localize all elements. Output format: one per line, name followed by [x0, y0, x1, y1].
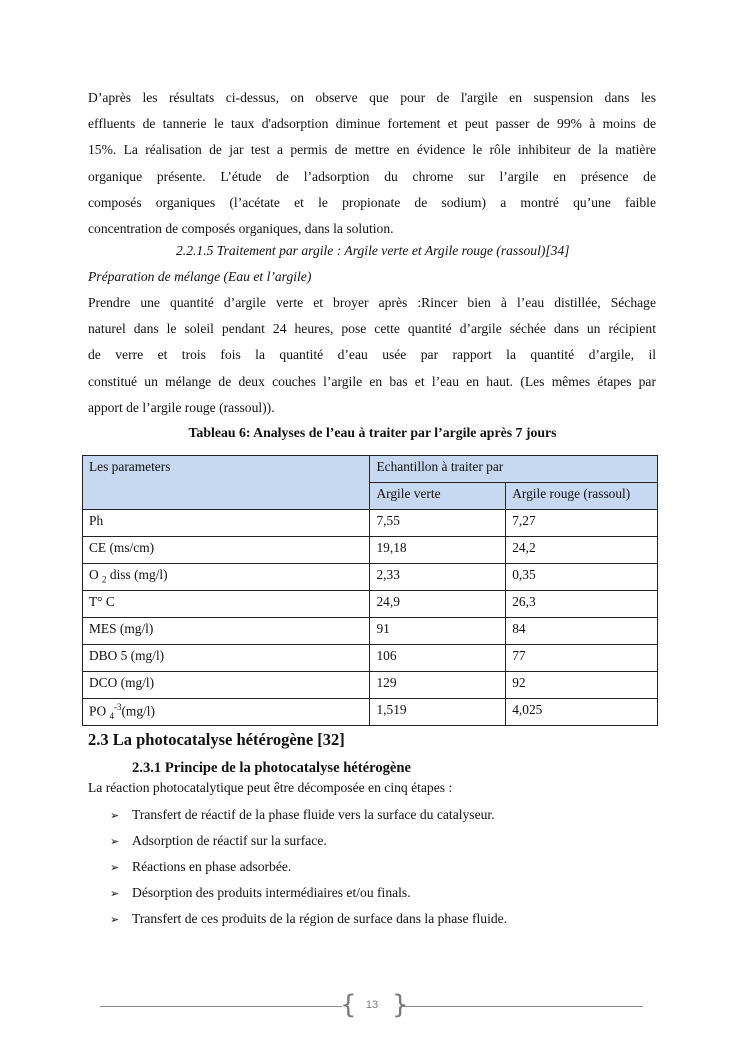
value-cell: 84: [506, 618, 658, 645]
value-cell: 7,27: [506, 510, 658, 537]
list-item: ➢ Adsorption de réactif sur la surface.: [110, 828, 507, 854]
paragraph-line: concentration de composés organiques, dans la solution.: [88, 221, 394, 237]
table-row: [83, 699, 658, 726]
list-item: ➢ Réactions en phase adsorbée.: [110, 854, 507, 880]
paragraph-line: D’après les résultats ci-dessus, on observe que pour de l'argile en suspension dans les: [88, 90, 656, 105]
sub-heading: 2.3.1 Principe de la photocatalyse hétérogène: [132, 760, 411, 776]
paragraph-line: apport de l’argile rouge (rassoul)).: [88, 399, 275, 415]
subsection-heading: 2.2.1.5 Traitement par argile : Argile verte et Argile rouge (rassoul)[34]: [176, 243, 570, 258]
value-cell: 77: [506, 645, 658, 672]
table-row: [83, 645, 658, 672]
header-sample-group: Echantillon à traiter par: [370, 456, 658, 483]
paragraph-line: Prendre une quantité d’argile verte et broyer après :Rincer bien à l’eau distillée, Séchage: [88, 295, 656, 310]
table-row: [83, 618, 658, 645]
param-cell: PO $_4^{-3}$(mg/l): [83, 699, 370, 726]
paragraph-line: organique présente. L’étude de l’adsorption du chrome sur l’argile en présence de: [88, 168, 656, 184]
table-row: [83, 537, 658, 564]
value-cell: 92: [506, 672, 658, 699]
arrow-bullet-icon: ➢: [110, 861, 120, 874]
param-cell: CE (ms/cm): [83, 537, 370, 564]
value-cell: 7,55: [370, 510, 506, 537]
value-cell: 4,025: [506, 699, 658, 726]
table-row: [83, 591, 658, 618]
section-heading: 2.3 La photocatalyse hétérogène [32]: [88, 730, 345, 749]
table-row: [83, 672, 658, 699]
value-cell: 24,9: [370, 591, 506, 618]
table-row: [83, 510, 658, 537]
list-item: ➢ Transfert de réactif de la phase fluide vers la surface du catalyseur.: [110, 802, 507, 828]
arrow-bullet-icon: ➢: [110, 887, 120, 900]
paragraph-line: composés organiques (l’acétate et le propionate de sodium) a montré qu’une faible: [88, 194, 656, 210]
param-cell: MES (mg/l): [83, 618, 370, 645]
paragraph-preparation: [88, 290, 656, 421]
param-cell: O $_2$ diss (mg/l): [83, 564, 370, 591]
footer-brace-right: }: [392, 990, 409, 1020]
value-cell: 2,33: [370, 564, 506, 591]
value-cell: 24,2: [506, 537, 658, 564]
header-argile-rouge: Argile rouge (rassoul): [506, 483, 658, 510]
intro-text: La réaction photocatalytique peut être décomposée en cinq étapes :: [88, 780, 453, 795]
arrow-bullet-icon: ➢: [110, 913, 120, 926]
paragraph-adsorption-results: [88, 85, 656, 242]
header-parameters: Les parameters: [83, 456, 370, 510]
value-cell: 19,18: [370, 537, 506, 564]
list-item: ➢ Désorption des produits intermédiaires et/ou finals.: [110, 880, 507, 906]
table-caption: Tableau 6: Analyses de l’eau à traiter par l’argile après 7 jours: [188, 425, 557, 440]
preparation-heading: Préparation de mélange (Eau et l’argile): [88, 269, 312, 284]
value-cell: 1,519: [370, 699, 506, 726]
paragraph-line: 15%. La réalisation de jar test a permis de mettre en évidence le rôle inhibiteur de la matière: [88, 142, 656, 158]
paragraph-line: effluents de tannerie le taux d'adsorption diminue fortement et peut passer de 99% à moins de: [88, 116, 656, 132]
paragraph-line: naturel dans le soleil pendant 24 heures, pose cette quantité d’argile séchée dans un récipient: [88, 321, 656, 337]
value-cell: 0,35: [506, 564, 658, 591]
list-item: ➢ Transfert de ces produits de la région de surface dans la phase fluide.: [110, 906, 507, 932]
param-cell: T° C: [83, 591, 370, 618]
footer-brace-left: {: [340, 990, 357, 1020]
value-cell: 26,3: [506, 591, 658, 618]
page-number: 13: [365, 999, 379, 1011]
param-cell: DCO (mg/l): [83, 672, 370, 699]
steps-list: [110, 802, 507, 932]
arrow-bullet-icon: ➢: [110, 835, 120, 848]
paragraph-line: de verre et trois fois la quantité d’eau usée par rapport la quantité d’argile, il: [88, 347, 656, 363]
param-cell: Ph: [83, 510, 370, 537]
value-cell: 129: [370, 672, 506, 699]
table-row: [83, 564, 658, 591]
header-argile-verte: Argile verte: [370, 483, 506, 510]
analysis-table: [82, 455, 658, 726]
arrow-bullet-icon: ➢: [110, 809, 120, 822]
footer-rule-left: [100, 1006, 342, 1007]
paragraph-line: constitué un mélange de deux couches l’argile en bas et l’eau en haut. (Les mêmes étapes par: [88, 373, 656, 389]
value-cell: 106: [370, 645, 506, 672]
value-cell: 91: [370, 618, 506, 645]
footer-rule-right: [402, 1006, 643, 1007]
param-cell: DBO 5 (mg/l): [83, 645, 370, 672]
